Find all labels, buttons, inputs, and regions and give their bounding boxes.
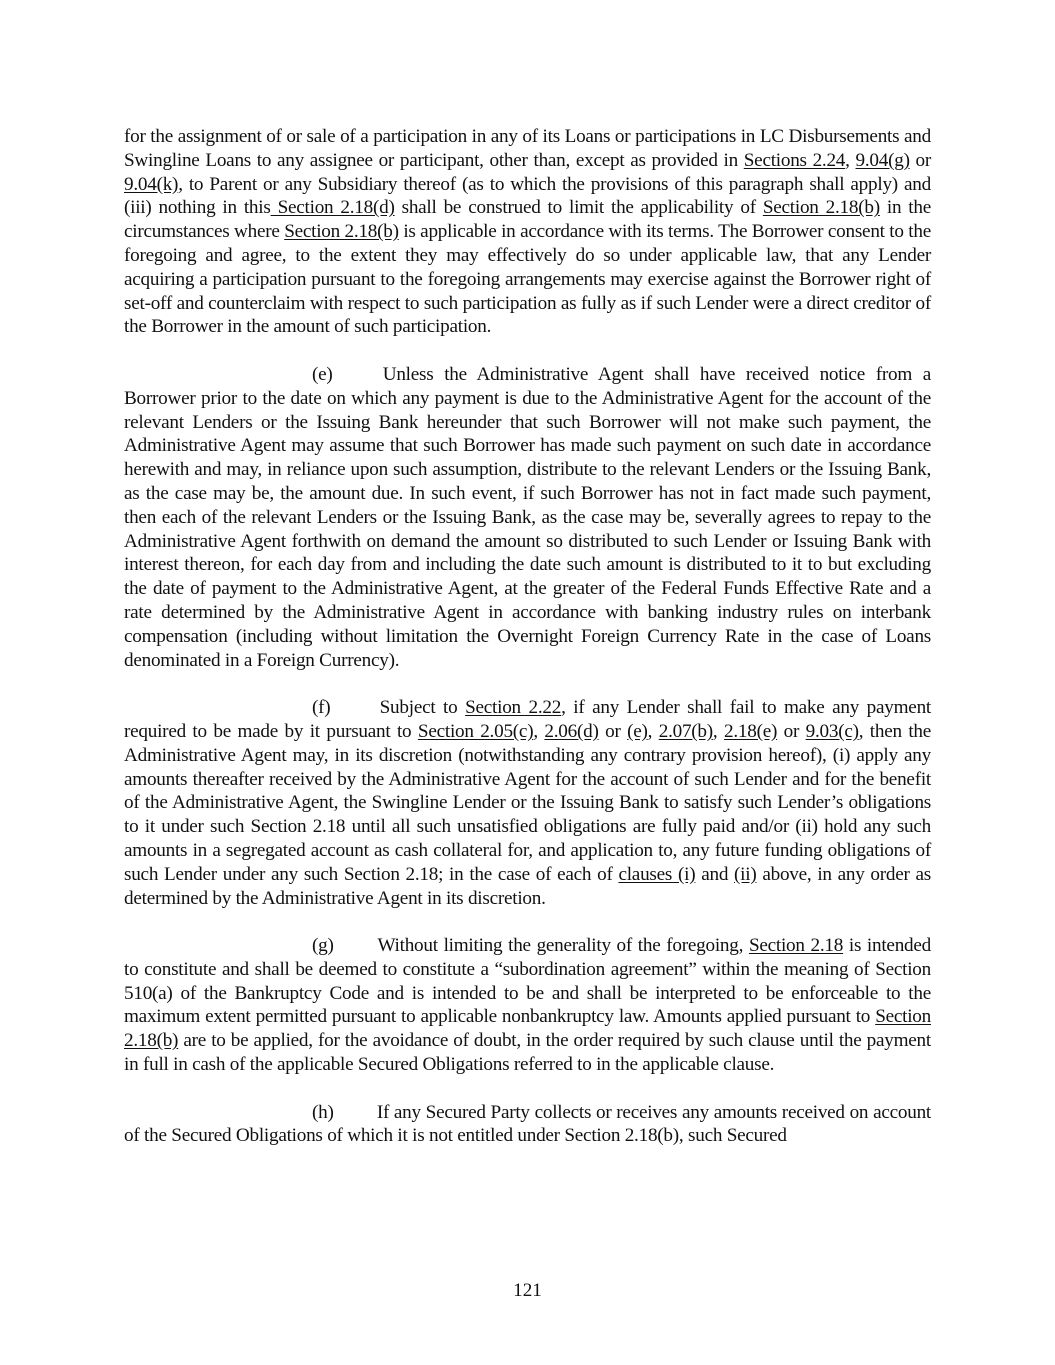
paragraph-e [124,363,931,672]
paragraph-text: , [533,720,545,742]
paragraph-text: or [777,720,806,742]
section-cross-reference: 9.03(c) [805,720,859,742]
section-cross-reference: 9.04(k) [124,173,179,195]
paragraph-text: or [909,149,932,171]
paragraph-text: Subject to [379,697,466,719]
paragraph-text: are to be applied, for the avoidance of doubt, in the order required by such clause until the payment in full in cash of the applicable Secured Obligations referred to in the applicable clause. [124,1030,931,1076]
paragraph-text: or [598,720,628,742]
page-number: 121 [513,1280,542,1301]
section-cross-reference: (ii) [734,863,757,885]
paragraph-text: Without limiting the generality of the foregoing, [377,935,749,957]
paragraph-text: , [845,149,856,171]
paragraph-text: , to Parent or any Subsidiary thereof (as to which the provisions of this paragraph shall apply) and (iii) nothing in this [124,173,931,219]
section-cross-reference: Section 2.18(b) [762,197,880,219]
section-cross-reference: Section 2.18(b) [284,221,399,243]
section-cross-reference: Section 2.05(c) [417,720,534,742]
paragraph-text: , if any Lender shall fail to make any payment required to be made by it pursuant to [124,697,932,742]
section-cross-reference: Sections 2.24 [743,149,846,171]
section-cross-reference: (e) [627,720,648,742]
paragraph-h [124,1101,931,1149]
paragraph-text: , [712,720,724,742]
paragraph-label: (f) [312,697,331,719]
section-cross-reference: 9.04(g) [855,149,910,171]
section-cross-reference: clauses (i) [618,863,696,885]
section-cross-reference: 2.07(b) [658,720,713,742]
paragraph-text: Unless the Administrative Agent shall have received notice from a Borrower prior to the date on which any payment is due to the Administrative Agent for the account of the relevant Lenders or the Issuing Bank hereunder that such Borrower will not make such payment, the Administrative Agent may assume that such Borrower has made such payment on such date in accordance herewith and may, in reliance upon such assumption, distribute to the relevant Lenders or the Issuing Bank, as the case may be, the amount due. In such event, if such Borrower has not in fact made such payment, then each of the relevant Lenders or the Issuing Bank, as the case may be, severally agrees to repay to the Administrative Agent forthwith on demand the amount so distributed to such Lender or Issuing Bank with interest thereon, for each day from and including the date such amount is distributed to it to but excluding the date of payment to the Administrative Agent, at the greater of the Federal Funds Effective Rate and a rate determined by the Administrative Agent in accordance with banking industry rules on interbank compensation (including without limitation the Overnight Foreign Currency Rate in the case of Loans denominated in a Foreign Currency). [124,363,931,671]
paragraph-text: If any Secured Party collects or receives any amounts received on account of the Secured Obligations of which it is not entitled under Section 2.18(b), such Secured [124,1101,931,1147]
section-cross-reference: Section 2.18 [748,935,844,957]
paragraph-text: for the assignment of or sale of a participation in any of its Loans or participations in LC Disbursements and Swingline Loans to any assignee or participant, other than, except as provided in [124,126,931,171]
paragraph-text: , then the Administrative Agent may, in its discretion (notwithstanding any contrary provision hereof), (i) apply any amounts thereafter received by the Administrative Agent for the account of such Lender and for the benefit of the Administrative Agent, the Swingline Lender or the Issuing Bank to satisfy such Lender’s obligations to it under such Section 2.18 until all such unsatisfied obligations are fully paid and/or (ii) hold any such amounts in a segregated account as cash collateral for, and application to, any future funding obligations of such Lender under any such Section 2.18; in the case of each of [124,720,932,885]
paragraph-label: (e) [312,363,333,385]
paragraph-label: (g) [312,935,334,957]
section-cross-reference: Section 2.22 [465,697,562,719]
paragraph-text: shall be construed to limit the applicability of [394,197,763,219]
paragraph-text: is intended to constitute and shall be deemed to constitute a “subordination agreement” within the meaning of Section 510(a) of the Bankruptcy Code and is intended to be and shall be interpreted to be enforceable to the maximum extent permitted pursuant to applicable nonbankruptcy law. Amounts applied pursuant to [124,935,932,1028]
paragraph-label: (h) [312,1101,334,1123]
paragraph-text: is applicable in accordance with its terms. The Borrower consent to the foregoing and agree, to the extent they may effectively do so under applicable law, that any Lender acquiring a participation pursuant to the foregoing arrangements may exercise against the Borrower right of set-off and counterclaim with respect to such participation as fully as if such Lender were a direct creditor of the Borrower in the amount of such participation. [124,221,931,338]
paragraph-continuation [124,125,931,339]
paragraph-g [124,934,931,1077]
section-cross-reference: 2.06(d) [544,720,599,742]
paragraph-text: , [647,720,659,742]
section-cross-reference: Section 2.18(d) [270,197,395,219]
section-cross-reference: Section 2.18(b) [124,1006,931,1052]
paragraph-f [124,696,931,910]
section-cross-reference: 2.18(e) [723,720,778,742]
paragraph-text: above, in any order as determined by the Administrative Agent in its discretion. [124,863,931,909]
paragraph-text: in the circumstances where [124,197,931,243]
paragraph-text: and [695,863,735,885]
document-page [124,125,931,1172]
